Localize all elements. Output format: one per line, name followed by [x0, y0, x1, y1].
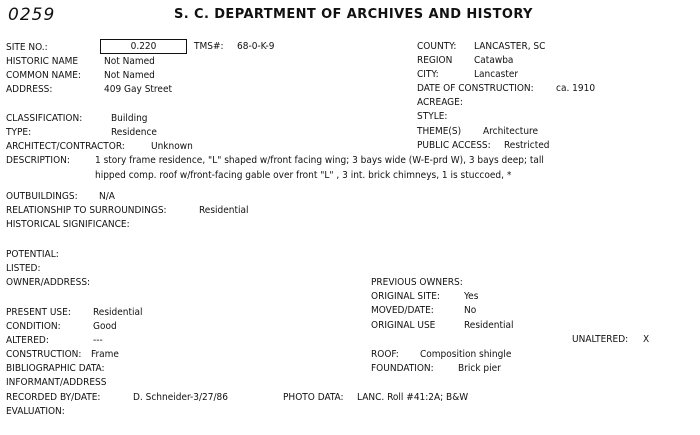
address-label: ADDRESS: — [6, 84, 53, 95]
listed-label: LISTED: — [6, 263, 41, 274]
outbuildings-label: OUTBUILDINGS: — [6, 191, 78, 202]
present-use-label: PRESENT USE: — [6, 307, 71, 318]
relationship-value: Residential — [199, 205, 249, 216]
moved-date-label: MOVED/DATE: — [371, 305, 434, 316]
page-number: 0259 — [8, 5, 56, 25]
present-use-value: Residential — [93, 307, 143, 318]
recorded-by-value: D. Schneider-3/27/86 — [133, 392, 228, 403]
condition-value: Good — [93, 321, 117, 332]
common-name-label: COMMON NAME: — [6, 70, 81, 81]
address-value: 409 Gay Street — [104, 84, 173, 95]
type-value: Residence — [111, 127, 157, 138]
original-use-value: Residential — [464, 320, 514, 331]
acreage-label: ACREAGE: — [417, 97, 463, 108]
type-label: TYPE: — [6, 127, 32, 138]
city-label: CITY: — [417, 69, 439, 80]
potential-label: POTENTIAL: — [6, 249, 59, 260]
historical-significance-label: HISTORICAL SIGNIFICANCE: — [6, 219, 130, 230]
site-no-value: 0.220 — [130, 41, 157, 52]
style-label: STYLE: — [417, 111, 448, 122]
historic-name-value: Not Named — [104, 56, 155, 67]
description-line-2: hipped comp. roof w/front-facing gable over front "L" , 3 int. brick chimneys, 1 is stuccoed, * — [95, 170, 512, 181]
region-label: REGION — [417, 55, 453, 66]
site-no-label: SITE NO.: — [6, 42, 48, 53]
foundation-value: Brick pier — [458, 363, 501, 374]
public-access-value: Restricted — [504, 140, 550, 151]
relationship-label: RELATIONSHIP TO SURROUNDINGS: — [6, 205, 167, 216]
recorded-by-label: RECORDED BY/DATE: — [6, 392, 101, 403]
evaluation-label: EVALUATION: — [6, 406, 65, 417]
original-use-label: ORIGINAL USE — [371, 320, 436, 331]
roof-value: Composition shingle — [420, 349, 512, 360]
moved-date-value: No — [464, 305, 477, 316]
bibliographic-label: BIBLIOGRAPHIC DATA: — [6, 363, 105, 374]
themes-label: THEME(S) — [417, 126, 462, 137]
altered-label: ALTERED: — [6, 335, 49, 346]
region-value: Catawba — [474, 55, 514, 66]
owner-label: OWNER/ADDRESS: — [6, 277, 91, 288]
tms-label: TMS#: — [194, 41, 224, 52]
county-label: COUNTY: — [417, 41, 457, 52]
unaltered-label: UNALTERED: — [572, 334, 629, 345]
date-of-construction-label: DATE OF CONSTRUCTION: — [417, 83, 534, 94]
date-of-construction-value: ca. 1910 — [556, 83, 596, 94]
outbuildings-value: N/A — [99, 191, 115, 202]
common-name-value: Not Named — [104, 70, 155, 81]
description-line-1: 1 story frame residence, "L" shaped w/front facing wing; 3 bays wide (W-E-prd W), 3 bays deep; tall — [95, 155, 544, 166]
themes-value: Architecture — [483, 126, 539, 137]
construction-label: CONSTRUCTION: — [6, 349, 82, 360]
unaltered-value: X — [643, 334, 650, 345]
original-site-value: Yes — [464, 291, 479, 302]
architect-value: Unknown — [151, 141, 193, 152]
historic-name-label: HISTORIC NAME — [6, 56, 79, 67]
informant-label: INFORMANT/ADDRESS — [6, 377, 107, 388]
city-value: Lancaster — [474, 69, 519, 80]
description-label: DESCRIPTION: — [6, 155, 70, 166]
photo-data-label: PHOTO DATA: — [283, 392, 344, 403]
public-access-label: PUBLIC ACCESS: — [417, 140, 491, 151]
condition-label: CONDITION: — [6, 321, 61, 332]
classification-value: Building — [111, 113, 148, 124]
county-value: LANCASTER, SC — [474, 41, 546, 52]
classification-label: CLASSIFICATION: — [6, 113, 83, 124]
architect-label: ARCHITECT/CONTRACTOR: — [6, 141, 125, 152]
tms-value: 68-0-K-9 — [237, 41, 275, 52]
form-header: S. C. DEPARTMENT OF ARCHIVES AND HISTORY — [174, 7, 533, 22]
foundation-label: FOUNDATION: — [371, 363, 434, 374]
roof-label: ROOF: — [371, 349, 399, 360]
previous-owners-label: PREVIOUS OWNERS: — [371, 277, 463, 288]
original-site-label: ORIGINAL SITE: — [371, 291, 440, 302]
altered-value: --- — [93, 335, 103, 346]
photo-data-value: LANC. Roll #41:2A; B&W — [357, 392, 469, 403]
construction-value: Frame — [91, 349, 119, 360]
